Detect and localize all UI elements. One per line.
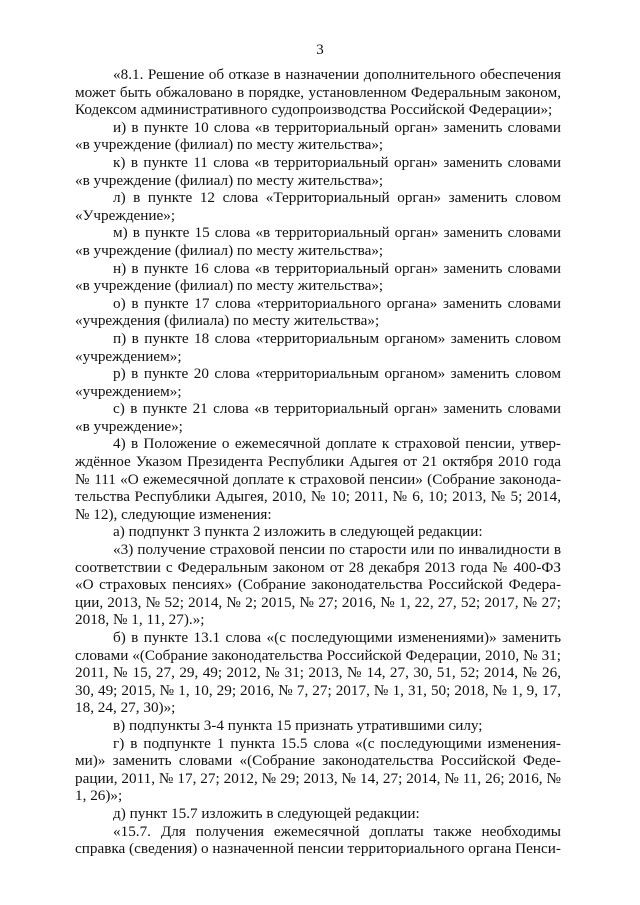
paragraph: 4) в Положение о ежемесячной доплате к страховой пенсии, утвер-ждённое Указом Президента Республики Адыгея от 21 октября 2010 года № 111 «О ежемесячной доплате к страховой пенсии» (Собрание законода-тельства Республики Адыгея, 2010, № 10; 2011, № 6, 10; 2013, № 5; 2014, № 12), следующие изменения: (75, 435, 561, 523)
paragraph: п) в пункте 18 слова «территориальным органом» заменить словом «учреждением»; (75, 329, 561, 365)
paragraph: д) пункт 15.7 изложить в следующей редакции: (113, 804, 420, 822)
paragraph: а) подпункт 3 пункта 2 изложить в следующей редакции: (113, 523, 483, 541)
paragraph: в) подпункты 3-4 пункта 15 признать утратившими силу; (113, 716, 483, 734)
paragraph: и) в пункте 10 слова «в территориальный орган» заменить словами «в учреждение (филиал) по месту жительства»; (75, 118, 561, 154)
paragraph: н) в пункте 16 слова «в территориальный орган» заменить словами «в учреждение (филиал) по месту жительства»; (75, 259, 561, 295)
paragraph: р) в пункте 20 слова «территориальным органом» заменить словом «учреждением»; (75, 365, 561, 400)
paragraph: к) в пункте 11 слова «в территориальный орган» заменить словами «в учреждение (филиал) по месту жительства»; (75, 153, 561, 189)
paragraph: «15.7. Для получения ежемесячной доплаты также необходимы справка (сведения) о назначенной пенсии территориального органа Пенси- (75, 822, 561, 858)
paragraph: м) в пункте 15 слова «в территориальный орган» заменить словами «в учреждение (филиал) по месту жительства»; (75, 224, 561, 259)
page-number: 3 (316, 42, 324, 58)
paragraph: «8.1. Решение об отказе в назначении дополнительного обеспечения может быть обжаловано в порядке, установленном Федеральным законом, Кодексом административного судопроизводства Российской Федерации»; (75, 66, 561, 119)
paragraph: «3) получение страховой пенсии по старости или по инвалидности в соответствии с Федеральным законом от 28 декабря 2013 года № 400-ФЗ «О страховых пенсиях» (Собрание законодательства Российской Федера-ции, 2013, № 52; 2014, № 2; 2015, № 27; 2016, № 1, 22, 27, 52; 2017, № 27; 2018, № 1, 11, 27).»; (75, 541, 561, 629)
paragraph: с) в пункте 21 слова «в территориальный орган» заменить словами «в учреждение»; (75, 400, 561, 435)
paragraph: о) в пункте 17 слова «территориального органа» заменить словами «учреждения (филиала) по месту жительства»; (75, 294, 561, 330)
document-body (75, 66, 561, 858)
paragraph: б) в пункте 13.1 слова «(с последующими изменениями)» заменить словами «(Собрание законодательства Российской Федерации, 2010, № 31; 2011, № 15, 27, 29, 49; 2012, № 31; 2013, № 14, 27, 30, 51, 52; 2014, № 26, 30, 49; 2015, № 1, 10, 29; 2016, № 7, 27; 2017, № 1, 31, 50; 2018, № 1, 9, 17, 18, 24, 27, 30)»; (75, 629, 561, 717)
paragraph: л) в пункте 12 слова «Территориальный орган» заменить словом «Учреждение»; (75, 189, 561, 224)
paragraph: г) в подпункте 1 пункта 15.5 слова «(с последующими изменения-ми)» заменить словами «(Собрание законодательства Российской Феде-рации, 2011, № 17, 27; 2012, № 29; 2013, № 14, 27; 2014, № 11, 26; 2016, № 1, 26)»; (75, 734, 561, 805)
